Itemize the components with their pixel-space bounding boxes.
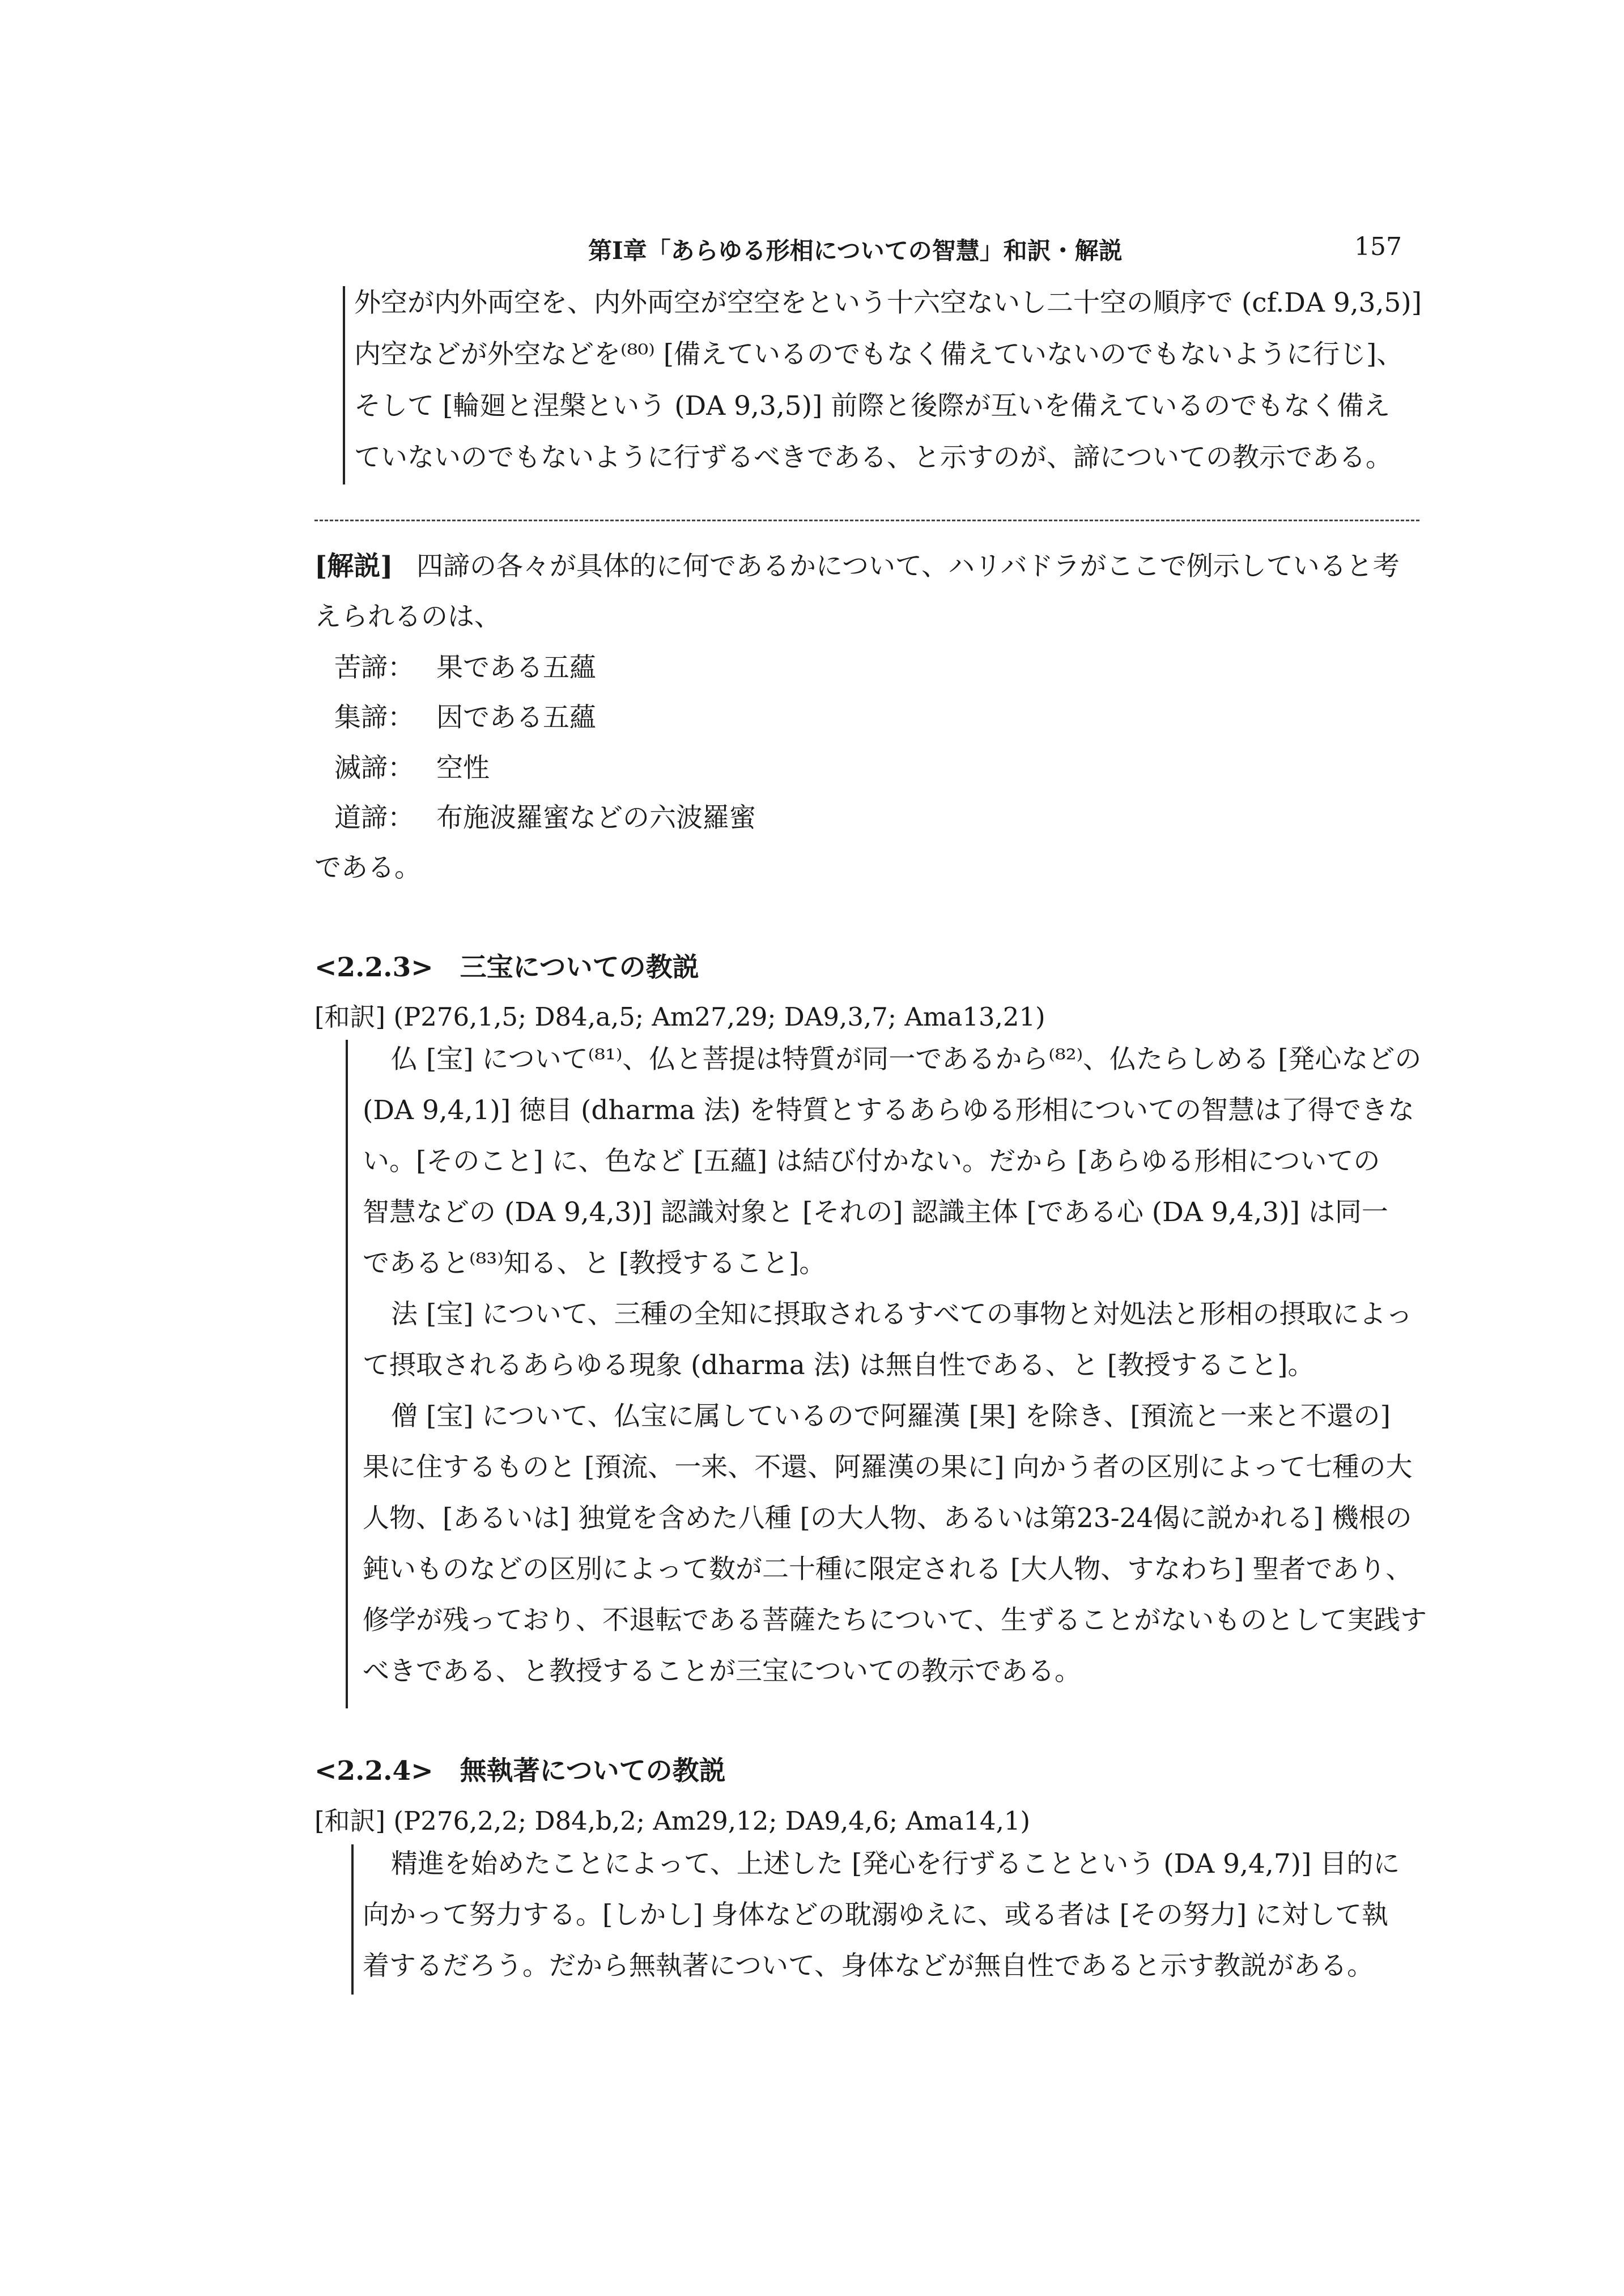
s223-line-6: 法 [宝] について、三種の全知に摂取されるすべての事物と対処法と形相の摂取によっ	[391, 1299, 1413, 1330]
section-224-ref: [和訳] (P276,2,2; D84,b,2; Am29,12; DA9,4,6; Ama14,1)	[314, 1806, 1031, 1836]
truth-desc-4: 布施波羅蜜などの六波羅蜜	[436, 802, 756, 834]
s223-line-8: 僧 [宝] について、仏宝に属しているので阿羅漢 [果] を除き、[預流と一来と不還の]	[391, 1401, 1391, 1432]
truth-term-2: 集諦：	[334, 702, 414, 733]
s223-line-4: 智慧などの (DA 9,4,3)] 認識対象と [それの] 認識主体 [である心 (DA 9,4,3)] は同一	[363, 1197, 1388, 1228]
section-223-heading: <2.2.3> 三宝についての教説	[314, 952, 699, 983]
top-block-bar	[343, 286, 345, 484]
s223-line-12: 修学が残っており、不退転である菩薩たちについて、生ずることがないものとして実践す	[363, 1605, 1427, 1636]
s223-line-5: であると⁽⁸³⁾知る、と [教授すること]。	[363, 1248, 826, 1279]
top-line-1: 外空が内外両空を、内外両空が空空をという十六空ないし二十空の順序で (cf.DA 9,3,5)]	[354, 287, 1422, 318]
top-line-4: ていないのでもないように行ずるべきである、と示すのが、諦についての教示である。	[354, 442, 1393, 473]
s223-line-7: て摂取されるあらゆる現象 (dharma 法) は無自性である、と [教授すること]。	[363, 1350, 1315, 1381]
commentary-closing: である。	[314, 852, 421, 883]
truth-desc-2: 因である五蘊	[436, 702, 596, 733]
s223-line-2: (DA 9,4,1)] 徳目 (dharma 法) を特質とするあらゆる形相についての智慧は了得できな	[363, 1095, 1415, 1126]
section-224-bar	[351, 1844, 354, 1995]
truth-desc-1: 果である五蘊	[436, 652, 596, 683]
s224-line-1: 精進を始めたことによって、上述した [発心を行ずることという (DA 9,4,7)] 目的に	[391, 1848, 1400, 1880]
s223-line-11: 鈍いものなどの区別によって数が二十種に限定される [大人物、すなわち] 聖者であり、	[363, 1554, 1413, 1585]
truth-term-4: 道諦：	[334, 802, 414, 834]
section-223-ref: [和訳] (P276,1,5; D84,a,5; Am27,29; DA9,3,7; Ama13,21)	[314, 1002, 1045, 1032]
commentary-line-1: 四諦の各々が具体的に何であるかについて、ハリバドラがここで例示していると考	[416, 551, 1400, 582]
s223-line-9: 果に住するものと [預流、一来、不還、阿羅漢の果に] 向かう者の区別によって七種の大	[363, 1452, 1413, 1483]
section-224-heading: <2.2.4> 無執著についての教説	[314, 1755, 726, 1787]
commentary-label: [解説]	[314, 551, 393, 582]
truth-term-1: 苦諦：	[334, 652, 414, 683]
s223-line-1: 仏 [宝] について⁽⁸¹⁾、仏と菩提は特質が同一であるから⁽⁸²⁾、仏たらしめる [発心などの	[391, 1044, 1422, 1075]
truth-desc-3: 空性	[436, 752, 490, 784]
s223-line-10: 人物、[あるいは] 独覚を含めた八種 [の大人物、あるいは第23-24偈に説かれる] 機根の	[363, 1503, 1412, 1534]
page-number: 157	[1354, 232, 1402, 261]
top-line-2: 内空などが外空などを⁽⁸⁰⁾ [備えているのでもなく備えていないのでもないように行じ]、	[354, 339, 1404, 370]
s224-line-2: 向かって努力する。[しかし] 身体などの耽溺ゆえに、或る者は [その努力] に対して執	[363, 1899, 1389, 1931]
running-header: 第Ⅰ章「あらゆる形相についての智慧」和訳・解説	[588, 237, 1123, 265]
section-223-bar	[346, 1040, 348, 1708]
dashed-separator	[314, 520, 1419, 521]
commentary-line-2: えられるのは、	[314, 601, 501, 632]
s223-line-3: い。[そのこと] に、色など [五蘊] は結び付かない。だから [あらゆる形相についての	[363, 1146, 1380, 1177]
top-line-3: そして [輪廻と涅槃という (DA 9,3,5)] 前際と後際が互いを備えているのでもなく備え	[354, 390, 1391, 422]
s223-line-13: べきである、と教授することが三宝についての教示である。	[363, 1656, 1082, 1687]
s224-line-3: 着するだろう。だから無執著について、身体などが無自性であると示す教説がある。	[363, 1950, 1374, 1982]
truth-term-3: 滅諦：	[334, 752, 414, 784]
